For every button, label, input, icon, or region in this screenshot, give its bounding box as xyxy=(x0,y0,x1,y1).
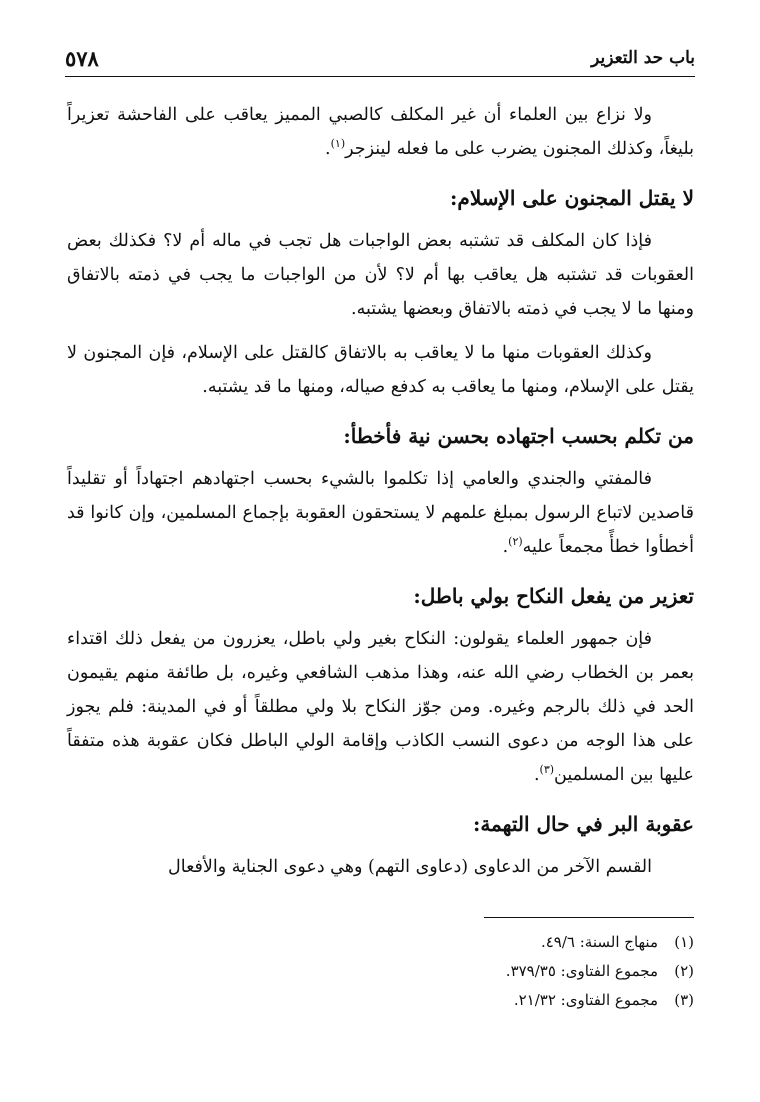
chapter-title: باب حد التعزير xyxy=(591,48,695,68)
page-body xyxy=(67,98,694,894)
paragraph-end: . xyxy=(533,765,540,785)
footnote-separator xyxy=(484,917,694,918)
paragraph xyxy=(67,336,694,404)
paragraph-end: . xyxy=(325,139,331,159)
footnote-item xyxy=(66,928,694,957)
footnote-number: (١) xyxy=(674,933,694,951)
paragraph-text: فالمفتي والجندي والعامي إذا تكلموا بالشيء بحسب اجتهادهم اجتهاداً أو تقليداً قاصدين لاتباع الرسول بمبلغ علمهم لا يستحقون العقوبة بإجماع المسلمين، وإن كانوا قد أخطأوا خطأً مجمعاً عليه xyxy=(67,469,694,557)
footnote-ref[interactable]: (١) xyxy=(330,137,346,151)
section-heading: من تكلم بحسب اجتهاده بحسن نية فأخطأ: xyxy=(343,424,694,448)
page-number: ٥٧٨ xyxy=(65,45,99,71)
section-heading: عقوبة البر في حال التهمة: xyxy=(472,812,694,836)
footnote-text: مجموع الفتاوى: ٣٧٩/٣٥. xyxy=(505,962,658,980)
running-header xyxy=(65,40,695,77)
footnote-item xyxy=(66,957,694,986)
paragraph-text: ولا نزاع بين العلماء أن غير المكلف كالصبي المميز يعاقب على الفاحشة تعزيراً بليغاً، وكذلك المجنون يضرب على ما فعله لينزجر xyxy=(67,105,694,159)
paragraph-text: القسم الآخر من الدعاوى (دعاوى التهم) وهي دعوى الجناية والأفعال xyxy=(168,857,652,877)
paragraph xyxy=(67,622,694,792)
footnote-ref[interactable]: (٢) xyxy=(508,535,523,549)
paragraph xyxy=(67,224,694,326)
paragraph-text: فإن جمهور العلماء يقولون: النكاح بغير ولي باطل، يعزرون من يفعل ذلك اقتداء بعمر بن الخطاب رضي الله عنه، وهذا مذهب الشافعي وغيره، بل طائفة منهم يقيمون الحد في ذلك بالرجم وغيره. ومن جوّز النكاح بلا ولي مطلقاً أو في المدينة: فلم يجوز على هذا الوجه من دعوى النسب الكاذب وإقامة الولي الباطل فكان عقوبة هذه متفقاً عليها بين المسلمين xyxy=(67,629,694,785)
footnotes xyxy=(66,928,694,1015)
paragraph-text: وكذلك العقوبات منها ما لا يعاقب به بالاتفاق كالقتل على الإسلام، فإن المجنون لا يقتل على الإسلام، ومنها ما يعاقب به كدفع صياله، ومنها ما قد يشتبه. xyxy=(67,343,694,397)
paragraph xyxy=(67,462,694,564)
footnote-number: (٢) xyxy=(674,962,694,980)
footnote-number: (٣) xyxy=(674,991,694,1009)
section-heading: لا يقتل المجنون على الإسلام: xyxy=(450,186,694,210)
footnote-text: منهاج السنة: ٤٩/٦. xyxy=(540,933,658,951)
footnote-item xyxy=(66,986,694,1015)
footnote-ref[interactable]: (٣) xyxy=(539,763,555,777)
footnote-text: مجموع الفتاوى: ٢١/٣٢. xyxy=(513,991,658,1009)
paragraph-text: فإذا كان المكلف قد تشتبه بعض الواجبات هل تجب في ماله أم لا؟ فكذلك بعض العقوبات قد تشتبه هل يعاقب بها أم لا؟ لأن من الواجبات ما يجب في ذمته بالاتفاق ومنها ما لا يجب في ذمته بالاتفاق وبعضها يشتبه. xyxy=(67,231,694,319)
section-heading: تعزير من يفعل النكاح بولي باطل: xyxy=(413,584,694,608)
paragraph xyxy=(67,98,694,166)
paragraph xyxy=(67,850,694,884)
paragraph-end: . xyxy=(502,537,509,557)
